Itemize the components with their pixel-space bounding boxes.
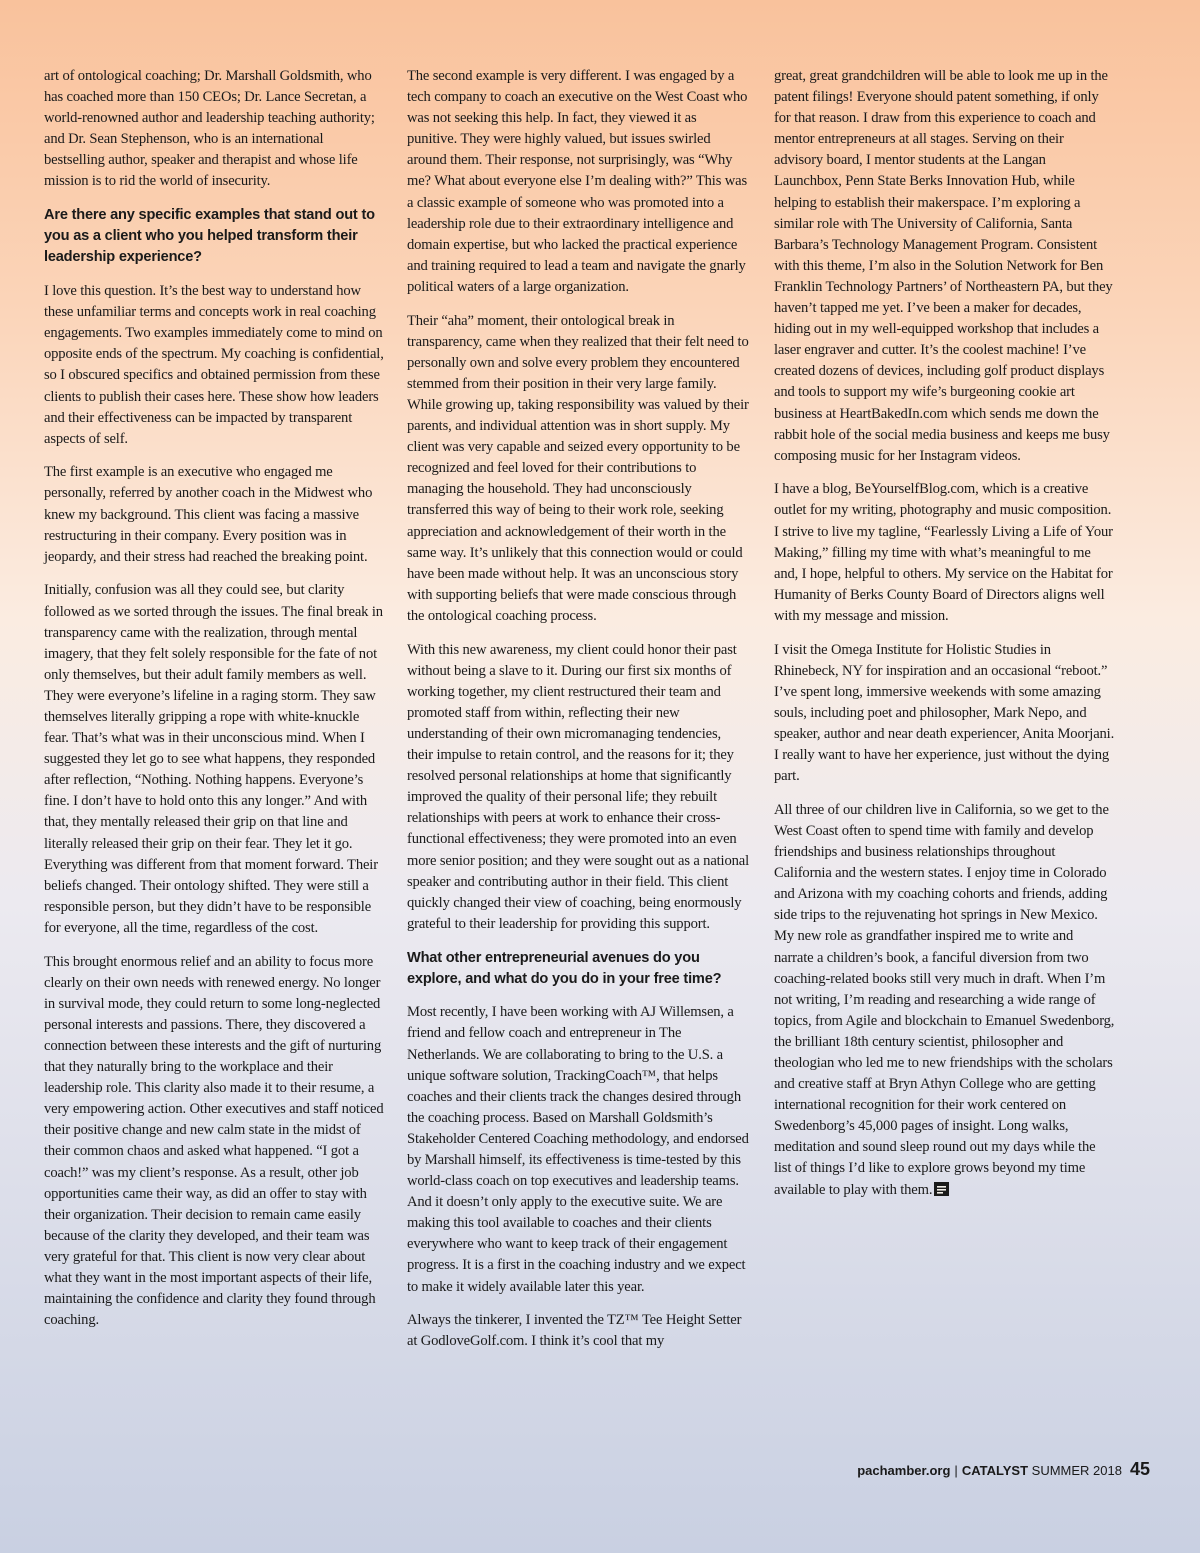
- section-heading: Are there any specific examples that stand out to you as a client who you helped transform their leadership experience?: [44, 207, 375, 266]
- footer-magazine-name: CATALYST: [961, 1463, 1029, 1478]
- body-paragraph: The second example is very different. I was engaged by a tech company to coach an executive on the West Coast who was not seeking this help. In fact, they viewed it as punitive. They were highly valued, but issues swirled around them. Their response, not surprisingly, was “Why me? What about everyone else I’m dealing with?” This was a classic example of someone who was promoted into a leadership role due to their extraordinary intelligence and domain expertise, but who lacked the practical experience and training required to lead a team and navigate the gnarly political waters of a large organization.: [407, 68, 748, 295]
- body-paragraph: The first example is an executive who engaged me personally, referred by another coach in the Midwest who knew my background. This client was facing a massive restructuring in their company. Every position was in jeopardy, and their stress had reached the breaking point.: [44, 464, 373, 565]
- footer-site-link[interactable]: pachamber.org: [857, 1463, 951, 1478]
- body-paragraph: Their “aha” moment, their ontological break in transparency, came when they realized that their felt need to personally own and solve every problem they encountered stemmed from their position in their very large family. While growing up, taking responsibility was valued by their parents, and individual attention was in short supply. My client was very capable and seized every opportunity to be recognized and feel loved for their contributions to managing the household. They had unconsciously transferred this way of being to their work role, seeking appreciation and acknowledgement of their worth in the same way. It’s unlikely that this connection would or could have been made without help. It was an unconscious story with supporting beliefs that were made conscious through the ontological coaching process.: [407, 312, 749, 624]
- body-paragraph: I have a blog, BeYourselfBlog.com, which is a creative outlet for my writing, photography and music composition. I strive to live my tagline, “Fearlessly Living a Life of Your Making,” filling my time with what’s meaningful to me and, I hope, helpful to others. My service on the Habitat for Humanity of Berks County Board of Directors aligns well with my message and mission.: [774, 481, 1113, 624]
- body-paragraph: All three of our children live in California, so we get to the West Coast often to spend time with family and develop friendships and business relationships throughout California and the western states. I enjoy time in Colorado and Arizona with my coaching cohorts and friends, adding side trips to the rejuvenating hot springs in New Mexico. My new role as grandfather inspired me to write and narrate a children’s book, a fanciful diversion from two coaching-related books still very much in draft. When I’m not writing, I’m reading and researching a wide range of topics, from Agile and blockchain to Emanuel Swedenborg, the brilliant 18th century scientist, philosopher and theologian who led me to new friendships with the scholars and creative staff at Bryn Athyn College who are getting international recognition for their work centered on Swedenborg’s 45,000 pages of insight. Long walks, meditation and sound sleep round out my days while the list of things I’d like to explore grows beyond my time available to play with them.: [774, 801, 1115, 1198]
- body-paragraph: Always the tinkerer, I invented the TZ™ Tee Height Setter at GodloveGolf.com. I think it’s cool that my: [407, 1312, 742, 1350]
- article-column-2: [407, 66, 749, 1365]
- body-paragraph: Initially, confusion was all they could see, but clarity followed as we sorted through the issues. The final break in transparency came with the realization, through mental imagery, that they felt solely responsible for the fate of not only themselves, but their adult family members as well. They were everyone’s lifeline in a raging storm. They saw themselves literally gripping a rope with white-knuckle fear. That’s what was in their unconscious mind. When I suggested they let go to see what happens, they responded after reflection, “Nothing. Nothing happens. Everyone’s fine. I don’t have to hold onto this any longer.” And with that, they mentally released their grip on that line and literally released their grip on their fear. They let it go. Everything was different from that moment forward. Their beliefs changed. Their ontology shifted. They were still a responsible person, but they didn’t have to be responsible for everyone, all the time, regardless of the cost.: [44, 582, 383, 936]
- body-paragraph: With this new awareness, my client could honor their past without being a slave to it. During our first six months of working together, my client restructured their team and promoted staff from within, reflecting their new understanding of their own micromanaging tendencies, their impulse to retain control, and the reasons for it; they resolved personal relationships at home that significantly improved the quality of their personal life; they rebuilt relationships with peers at work to enhance their cross-functional effectiveness; they were promoted into an even more senior position; and they were sought out as a national speaker and contributing author in their field. This client quickly changed their view of coaching, being enormously grateful to their leadership for providing this support.: [407, 641, 749, 932]
- page-number: 45: [1129, 1459, 1150, 1479]
- footer-issue: SUMMER 2018: [1031, 1463, 1122, 1478]
- section-heading: What other entrepreneurial avenues do you explore, and what do you do in your free time?: [407, 949, 722, 987]
- body-paragraph: This brought enormous relief and an ability to focus more clearly on their own needs with renewed energy. No longer in survival mode, they could return to some long-neglected personal interests and passions. There, they discovered a connection between these interests and the gift of nurturing that they naturally bring to the workplace and their leadership role. This clarity also made it to their resume, a very empowering action. Other executives and staff noticed their positive change and new calm state in the midst of their common chaos and asked what happened. “I got a coach!” was my client’s response. As a result, other job opportunities came their way, as did an offer to stay with their organization. Their decision to remain came easily because of the clarity they developed, and their team was very grateful for that. This client is now very clear about what they want in the most important aspects of their life, maintaining the confidence and clarity they found through coaching.: [44, 953, 384, 1329]
- page-footer: [857, 1459, 1150, 1480]
- body-paragraph: I love this question. It’s the best way to understand how these unfamiliar terms and concepts work in real coaching engagements. Two examples immediately come to mind on opposite ends of the spectrum. My coaching is confidential, so I obscured specifics and obtained permission from these clients to publish their cases here. These show how leaders and their effectiveness can be impacted by transparent aspects of self.: [44, 283, 384, 447]
- article-column-1: [44, 66, 386, 1344]
- body-paragraph: art of ontological coaching; Dr. Marshall Goldsmith, who has coached more than 150 CEOs; Dr. Lance Secretan, a world-renowned author and leadership teaching authority; and Dr. Sean Stephenson, who is an international bestselling author, speaker and therapist and whose life mission is to rid the world of insecurity.: [44, 68, 375, 190]
- article-column-3: [774, 66, 1116, 1213]
- body-paragraph: I visit the Omega Institute for Holistic Studies in Rhinebeck, NY for inspiration and an occasional “reboot.” I’ve spent long, immersive weekends with some amazing souls, including poet and philosopher, Mark Nepo, and speaker, author and near death experiencer, Anita Moorjani. I really want to have her experience, just without the dying part.: [774, 641, 1115, 785]
- footer-separator: |: [954, 1463, 958, 1478]
- body-paragraph: Most recently, I have been working with AJ Willemsen, a friend and fellow coach and entrepreneur in The Netherlands. We are collaborating to bring to the U.S. a unique software solution, TrackingCoach™, that helps coaches and their clients track the changes desired through the coaching process. Based on Marshall Goldsmith’s Stakeholder Centered Coaching methodology, and endorsed by Marshall himself, its effectiveness is time-tested by this world-class coach on top executives and leadership teams. And it doesn’t only apply to the executive suite. We are making this tool available to coaches and their clients everywhere who want to keep track of their engagement progress. It is a first in the coaching industry and we expect to make it widely available later this year.: [407, 1004, 749, 1295]
- body-paragraph: great, great grandchildren will be able to look me up in the patent filings! Everyone should patent something, if only for that reason. I draw from this experience to coach and mentor entrepreneurs at all stages. Serving on their advisory board, I mentor students at the Langan Launchbox, Penn State Berks Innovation Hub, while helping to establish their makerspace. I’m exploring a similar role with The University of California, Santa Barbara’s Technology Management Program. Consistent with this theme, I’m also in the Solution Network for Ben Franklin Technology Partners’ of Northeastern PA, but they haven’t tapped me yet. I’ve been a maker for decades, hiding out in my well-equipped workshop that includes a laser engraver and cutter. It’s the coolest machine! I’ve created dozens of devices, including golf product displays and tools to support my wife’s burgeoning cookie art business at HeartBakedIn.com which sends me down the rabbit hole of the social media business and keeps me busy composing music for her Instagram videos.: [774, 68, 1113, 464]
- catalyst-end-mark-icon: [934, 1182, 949, 1196]
